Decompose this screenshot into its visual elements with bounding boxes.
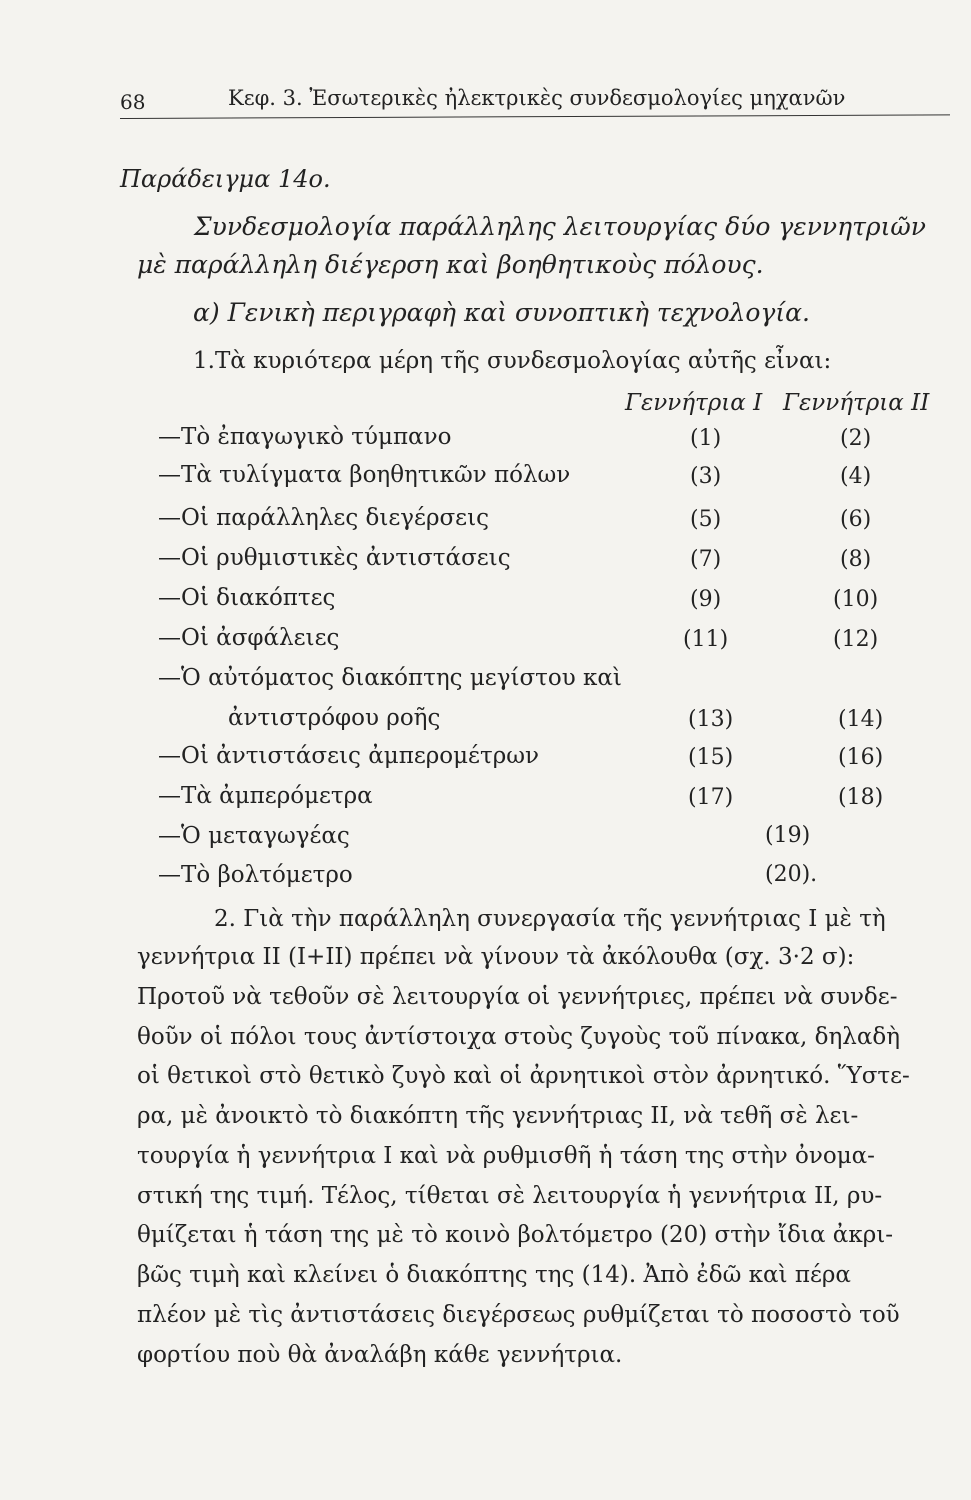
part-label: —Τὸ ἐπαγωγικὸ τύμπανο [158,424,452,450]
paragraph-line: 2. Γιὰ τὴν παράλληλη συνεργασία τῆς γεννήτριας Ι μὲ τὴ [214,906,886,932]
part-number-g1: (13) [688,707,734,732]
column-head-generator-2: Γεννήτρια ΙΙ [783,390,930,416]
part-number-g1: (1) [690,426,722,451]
part-number-g1: (17) [688,785,734,810]
part-label: —Οἱ ἀντιστάσεις ἀμπερομέτρων [158,743,539,769]
part-number-g2: (4) [840,464,872,489]
part-label: —Τὸ βολτόμετρο [158,862,353,888]
part-label: —Ὁ αὐτόματος διακόπτης μεγίστου καὶ [158,665,622,691]
part-number-g2: (16) [838,745,884,770]
part-number-g2: (14) [838,707,884,732]
page-number: 68 [120,90,146,114]
paragraph-line: τουργία ἡ γεννήτρια Ι καὶ νὰ ρυθμισθῆ ἡ τάση της στὴν ὀνομα- [137,1143,875,1169]
paragraph-line: στική της τιμή. Τέλος, τίθεται σὲ λειτουργία ἡ γεννήτρια ΙΙ, ρυ- [137,1183,883,1209]
part-label: ἀντιστρόφου ροῆς [228,705,441,731]
part-number-g2: (18) [838,785,884,810]
part-label: —Οἱ διακόπτες [158,585,336,611]
paragraph-line: θμίζεται ἡ τάση της μὲ τὸ κοινὸ βολτόμετρο (20) στὴν ἴδια ἀκρι- [137,1222,894,1248]
part-number-g2: (10) [833,587,879,612]
part-label: —Οἱ ρυθμιστικὲς ἀντιστάσεις [158,545,511,571]
part-number-common: (20). [765,862,818,887]
paragraph-line: πλέον μὲ τὶς ἀντιστάσεις διεγέρσεως ρυθμίζεται τὸ ποσοστὸ τοῦ [137,1302,900,1328]
part-number-g2: (8) [840,547,872,572]
part-label: —Τὰ τυλίγματα βοηθητικῶν πόλων [158,462,571,488]
part-number-g1: (11) [683,627,729,652]
paragraph-line: οἱ θετικοὶ στὸ θετικὸ ζυγὸ καὶ οἱ ἀρνητικοὶ στὸν ἀρνητικό. Ὕστε- [137,1063,910,1089]
part-number-g1: (7) [690,547,722,572]
part-number-g1: (3) [690,464,722,489]
part-number-g2: (12) [833,627,879,652]
paragraph-line: φορτίου ποὺ θὰ ἀναλάβη κάθε γεννήτρια. [137,1342,623,1368]
part-number-g2: (6) [840,507,872,532]
part-label: —Ὁ μεταγωγέας [158,823,350,849]
running-title: Κεφ. 3. Ἐσωτερικὲς ἠλεκτρικὲς συνδεσμολογίες μηχανῶν [228,86,846,110]
part-number-g1: (15) [688,745,734,770]
paragraph-line: ρα, μὲ ἀνοικτὸ τὸ διακόπτη τῆς γεννήτριας ΙΙ, νὰ τεθῆ σὲ λει- [137,1103,859,1129]
part-number-g1: (9) [690,587,722,612]
paragraph-line: Προτοῦ νὰ τεθοῦν σὲ λειτουργία οἱ γεννήτριες, πρέπει νὰ συνδε- [137,984,898,1010]
parts-intro: 1.Τὰ κυριότερα μέρη τῆς συνδεσμολογίας αὐτῆς εἶναι: [193,348,832,374]
paragraph-line: θοῦν οἱ πόλοι τους ἀντίστοιχα στοὺς ζυγοὺς τοῦ πίνακα, δηλαδὴ [137,1024,900,1050]
part-number-g1: (5) [690,507,722,532]
example-subtitle-line-1: Συνδεσμολογία παράλληλης λειτουργίας δύο γεννητριῶν [194,212,927,241]
part-label: —Οἱ ἀσφάλειες [158,625,340,651]
example-subtitle-line-2: μὲ παράλληλη διέγερση καὶ βοηθητικοὺς πόλους. [137,250,764,279]
section-a-heading: α) Γενικὴ περιγραφὴ καὶ συνοπτικὴ τεχνολογία. [193,298,810,327]
part-number-g2: (2) [840,426,872,451]
paragraph-line: γεννήτρια ΙΙ (Ι+ΙΙ) πρέπει νὰ γίνουν τὰ ἀκόλουθα (σχ. 3·2 σ): [137,944,855,970]
part-label: —Οἱ παράλληλες διεγέρσεις [158,505,489,531]
header-rule [120,114,950,119]
column-head-generator-1: Γεννήτρια Ι [625,390,763,416]
part-label: —Τὰ ἀμπερόμετρα [158,783,373,809]
paragraph-line: βῶς τιμὴ καὶ κλείνει ὁ διακόπτης της (14). Ἀπὸ ἐδῶ καὶ πέρα [137,1262,851,1288]
part-number-common: (19) [765,823,811,848]
example-title: Παράδειγμα 14ο. [120,165,331,193]
